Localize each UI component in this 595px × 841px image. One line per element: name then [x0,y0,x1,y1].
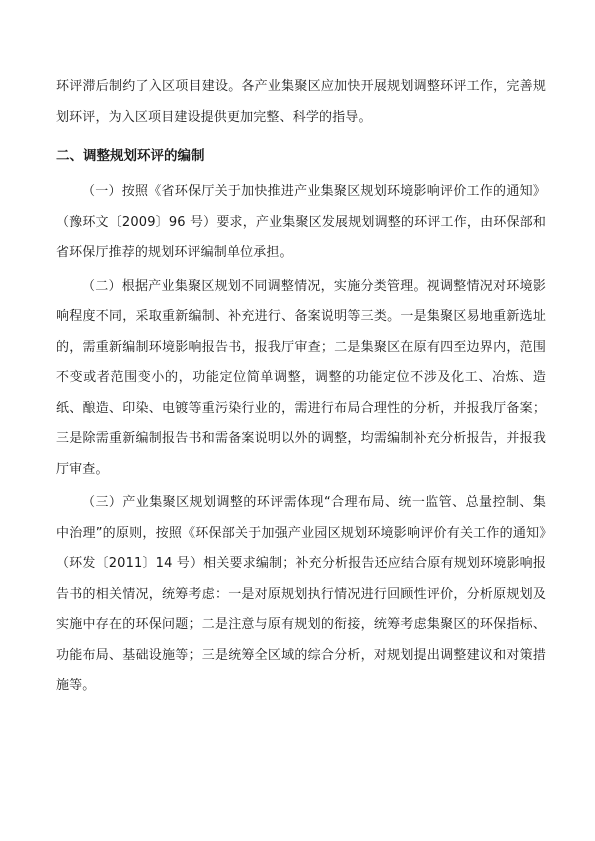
paragraph-2: （二）根据产业集聚区规划不同调整情况，实施分类管理。视调整情况对环境影响程度不同，采取重新编制、补充进行、备案说明等三类。一是集聚区易地重新选址的，需重新编制环境影响报告书，报我厅审查；二是集聚区在原有四至边界内，范围不变或者范围变小的，功能定位简单调整，调整的功能定位不涉及化工、冶炼、造纸、酿造、印染、电镀等重污染行业的，需进行布局合理性的分析，并报我厅备案；三是除需重新编制报告书和需备案说明以外的调整，均需编制补充分析报告，并报我厅审查。 [56,278,546,477]
document-body [56,72,546,702]
paragraph-3: （三）产业集聚区规划调整的环评需体现“合理布局、统一监管、总量控制、集中治理”的原则，按照《环保部关于加强产业园区规划环境影响评价有关工作的通知》（环发〔2011〕14 号）相关要求编制；补充分析报告还应结合原有规划环境影响报告书的相关情况，统筹考虑：一是对原规划执行情况进行回顾性评价，分析原规划及实施中存在的环保问题；二是注意与原有规划的衔接，统筹考虑集聚区的环保指标、功能布局、基础设施等；三是统筹全区域的综合分析，对规划提出调整建议和对策措施等。 [56,495,546,693]
section-heading: 二、调整规划环评的编制 [56,148,205,164]
paragraph-1: （一）按照《省环保厅关于加快推进产业集聚区规划环境影响评价工作的通知》（豫环文〔2009〕96 号）要求，产业集聚区发展规划调整的环评工作，由环保部和省环保厅推荐的规划环评编制单位承担。 [56,184,546,260]
intro-paragraph: 环评滞后制约了入区项目建设。各产业集聚区应加快开展规划调整环评工作，完善规划环评，为入区项目建设提供更加完整、科学的指导。 [56,79,546,125]
